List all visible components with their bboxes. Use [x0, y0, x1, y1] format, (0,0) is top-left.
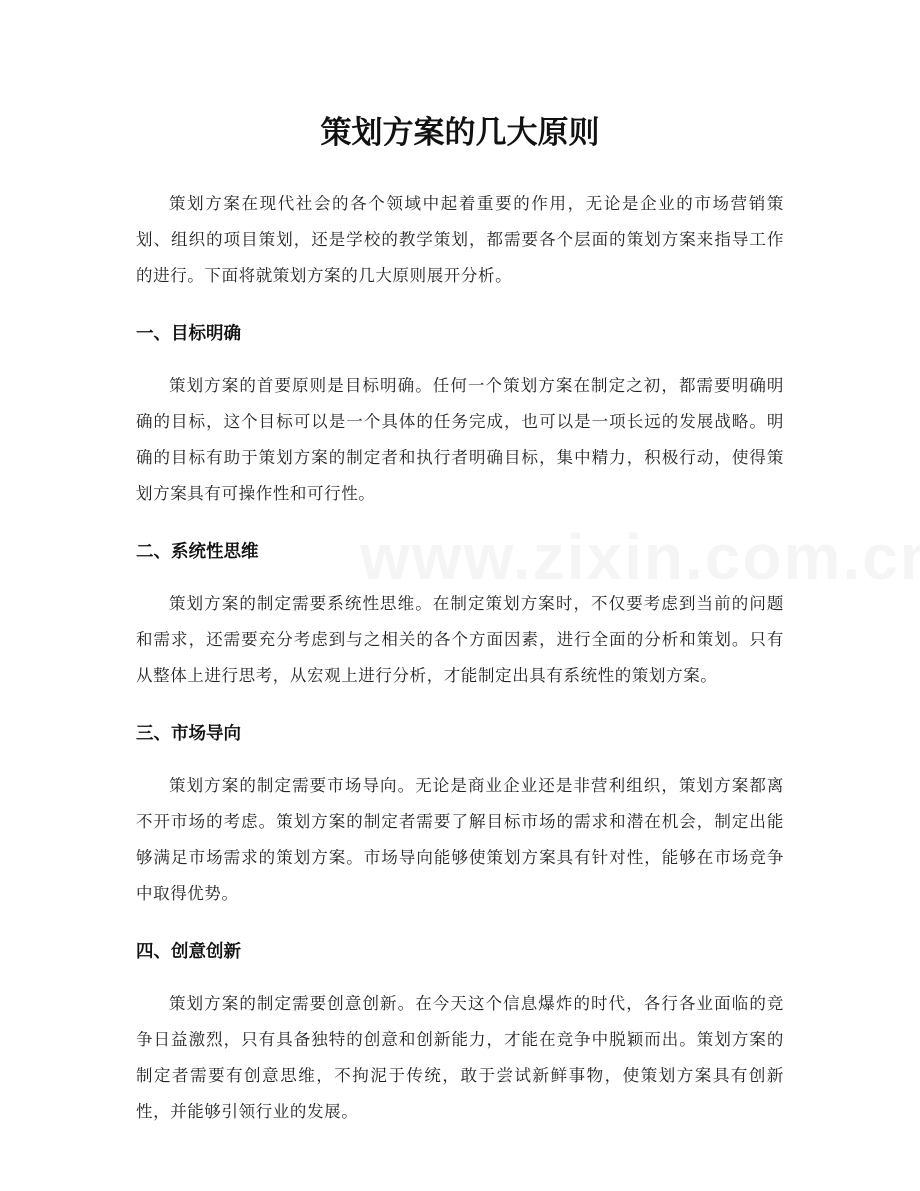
section-heading: 一、目标明确: [136, 324, 241, 344]
section-heading: 四、创意创新: [136, 942, 241, 962]
section-creativity: [136, 934, 784, 1130]
section-paragraph: 策划方案的制定需要市场导向。无论是商业企业还是非营利组织，策划方案都离不开市场的考虑。策划方案的制定者需要了解目标市场的需求和潜在机会，制定出能够满足市场需求的策划方案。市场导向能够使策划方案具有针对性，能够在市场竞争中取得优势。: [136, 776, 784, 903]
section-paragraph: 策划方案的首要原则是目标明确。任何一个策划方案在制定之初，都需要明确明确的目标，这个目标可以是一个具体的任务完成，也可以是一项长远的发展战略。明确的目标有助于策划方案的制定者和执行者明确目标，集中精力，积极行动，使得策划方案具有可操作性和可行性。: [136, 376, 784, 503]
section-market-orientation: [136, 716, 784, 912]
intro-paragraph: 策划方案在现代社会的各个领域中起着重要的作用，无论是企业的市场营销策划、组织的项目策划，还是学校的教学策划，都需要各个层面的策划方案来指导工作的进行。下面将就策划方案的几大原则展开分析。: [136, 194, 784, 285]
section-goal: [136, 316, 784, 512]
section-heading: 三、市场导向: [136, 724, 241, 744]
section-systematic-thinking: [136, 534, 784, 694]
section-paragraph: 策划方案的制定需要系统性思维。在制定策划方案时，不仅要考虑到当前的问题和需求，还需要充分考虑到与之相关的各个方面因素，进行全面的分析和策划。只有从整体上进行思考，从宏观上进行分析，才能制定出具有系统性的策划方案。: [136, 594, 784, 685]
section-paragraph: 策划方案的制定需要创意创新。在今天这个信息爆炸的时代，各行各业面临的竞争日益激烈，只有具备独特的创意和创新能力，才能在竞争中脱颖而出。策划方案的制定者需要有创意思维，不拘泥于传统，敢于尝试新鲜事物，使策划方案具有创新性，并能够引领行业的发展。: [136, 994, 784, 1121]
section-heading: 二、系统性思维: [136, 542, 259, 562]
page-title: 策划方案的几大原则: [320, 115, 600, 151]
